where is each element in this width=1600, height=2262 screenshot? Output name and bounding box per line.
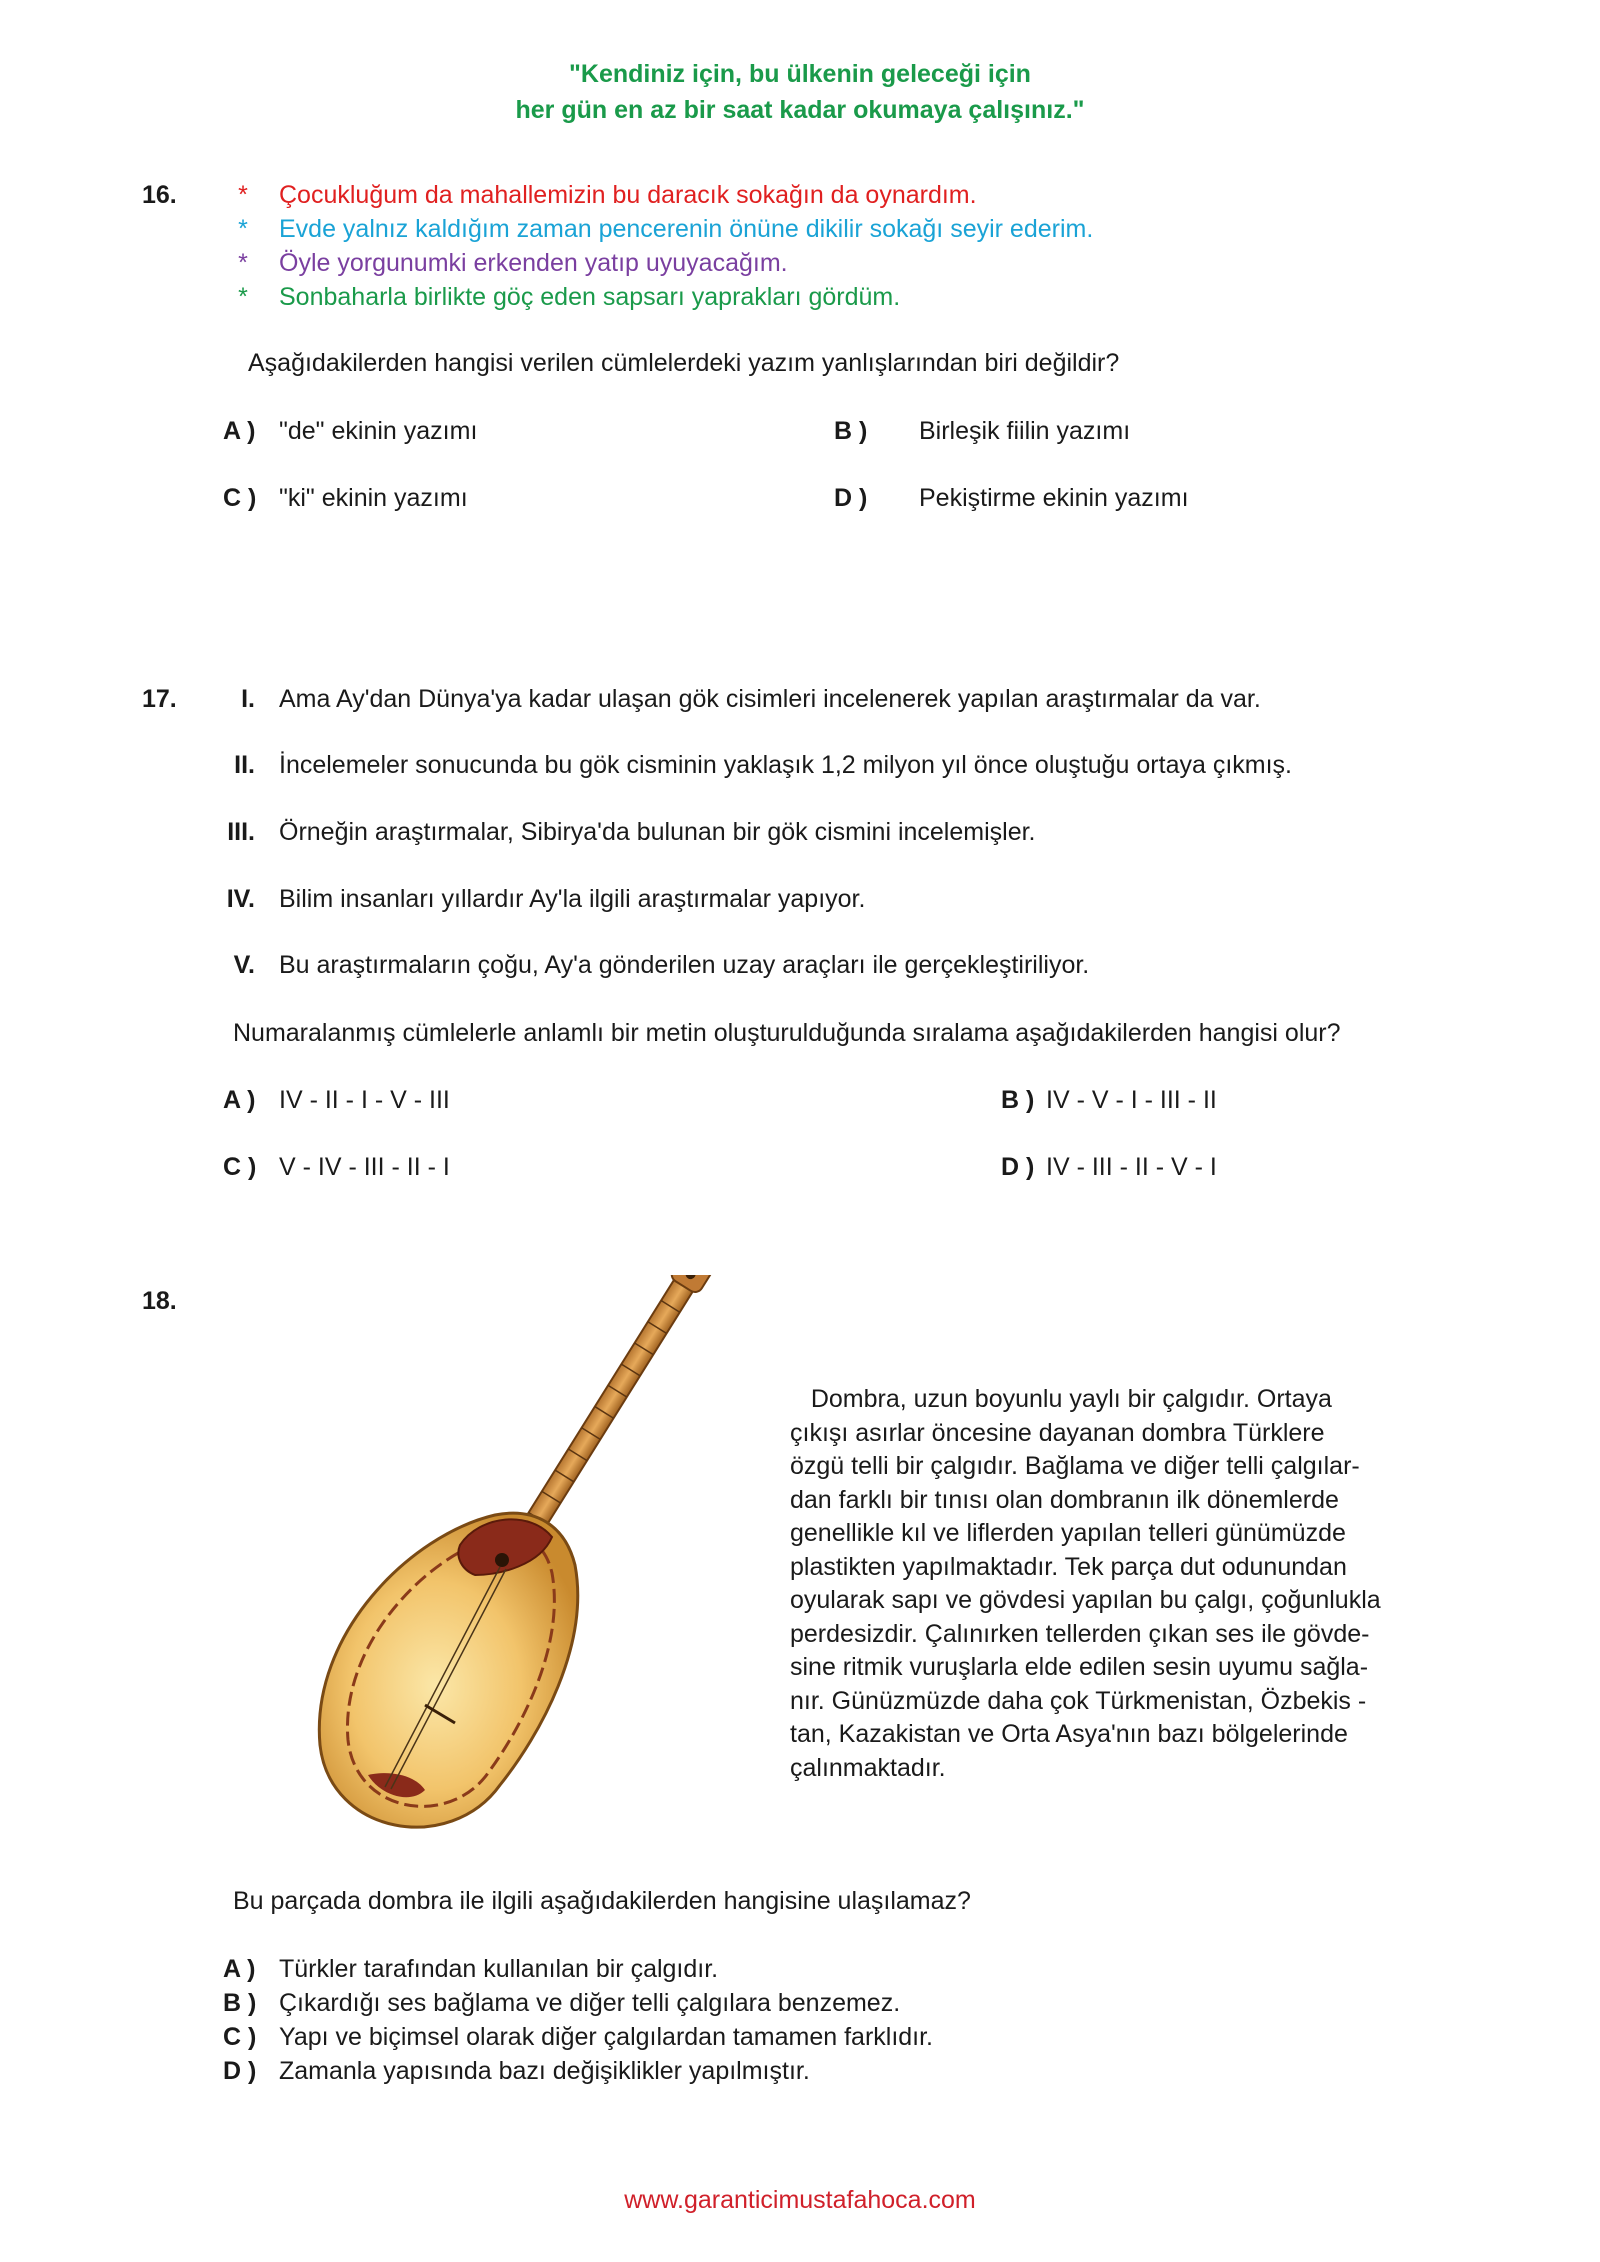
paragraph-line: oyularak sapı ve gövdesi yapılan bu çalgı, çoğunlukla	[790, 1586, 1381, 1614]
q17-sentence-2: İncelemeler sonucunda bu gök cisminin yaklaşık 1,2 milyon yıl önce oluştuğu ortaya çıkmış.	[279, 751, 1292, 779]
q18-option-a-text[interactable]: Türkler tarafından kullanılan bir çalgıdır.	[279, 1955, 719, 1983]
q17-option-a-text[interactable]: IV - II - I - V - III	[279, 1086, 450, 1114]
q17-sentence-3: Örneğin araştırmalar, Sibirya'da bulunan bir gök cismini incelemişler.	[279, 818, 1036, 846]
q18-option-c-text[interactable]: Yapı ve biçimsel olarak diğer çalgılardan tamamen farklıdır.	[279, 2023, 934, 2051]
q16-option-c-text[interactable]: "ki" ekinin yazımı	[279, 484, 468, 512]
q17-option-a-label[interactable]: A )	[223, 1086, 256, 1114]
q17-option-d-text[interactable]: IV - III - II - V - I	[1046, 1153, 1217, 1181]
q17-sentence-1: Ama Ay'dan Dünya'ya kadar ulaşan gök cisimleri incelenerek yapılan araştırmalar da var.	[279, 685, 1261, 713]
q16-sentence-4: Sonbaharla birlikte göç eden sapsarı yaprakları gördüm.	[279, 283, 901, 311]
roman-numeral-3: III.	[227, 818, 255, 846]
motto-line-1: "Kendiniz için, bu ülkenin geleceği için	[569, 60, 1031, 88]
roman-numeral-1: I.	[241, 685, 255, 713]
motto-line-2: her gün en az bir saat kadar okumaya çalışınız."	[515, 96, 1085, 124]
q17-sentence-4: Bilim insanları yıllardır Ay'la ilgili araştırmalar yapıyor.	[279, 885, 866, 913]
q18-option-d-label[interactable]: D )	[223, 2057, 257, 2085]
paragraph-line: sine ritmik vuruşlarla elde edilen sesin uyumu sağla-	[790, 1653, 1369, 1681]
q16-option-a-label[interactable]: A )	[223, 417, 256, 445]
paragraph-line: tan, Kazakistan ve Orta Asya'nın bazı bölgelerinde	[790, 1720, 1348, 1748]
q17-option-b-text[interactable]: IV - V - I - III - II	[1046, 1086, 1217, 1114]
q17-sentence-5: Bu araştırmaların çoğu, Ay'a gönderilen uzay araçları ile gerçekleştiriliyor.	[279, 951, 1090, 979]
q18-option-c-label[interactable]: C )	[223, 2023, 257, 2051]
dombra-illustration-icon	[290, 1275, 740, 1855]
q16-option-d-text[interactable]: Pekiştirme ekinin yazımı	[919, 484, 1189, 512]
q16-sentence-1: Çocukluğum da mahallemizin bu daracık sokağın da oynardım.	[279, 181, 977, 209]
roman-numeral-4: IV.	[226, 885, 255, 913]
paragraph-line: Dombra, uzun boyunlu yaylı bir çalgıdır. Ortaya	[790, 1385, 1332, 1413]
q16-option-d-label[interactable]: D )	[834, 484, 868, 512]
dombra-paragraph	[790, 1383, 1430, 1785]
bullet-star: *	[238, 215, 248, 243]
q16-question-stem: Aşağıdakilerden hangisi verilen cümlelerdeki yazım yanlışlarından biri değildir?	[248, 349, 1120, 377]
q16-sentence-3: Öyle yorgunumki erkenden yatıp uyuyacağım.	[279, 249, 788, 277]
paragraph-line: özgü telli bir çalgıdır. Bağlama ve diğer telli çalgılar-	[790, 1452, 1360, 1480]
paragraph-line: nır. Günüzmüzde daha çok Türkmenistan, Özbekis -	[790, 1686, 1367, 1715]
q17-option-c-label[interactable]: C )	[223, 1153, 257, 1181]
q17-option-c-text[interactable]: V - IV - III - II - I	[279, 1153, 450, 1181]
q17-question-stem: Numaralanmış cümlelerle anlamlı bir metin oluşturulduğunda sıralama aşağıdakilerden hangisi olur?	[233, 1019, 1341, 1047]
q16-option-a-text[interactable]: "de" ekinin yazımı	[279, 417, 478, 445]
footer-url-link[interactable]: www.garanticimustafahoca.com	[624, 2186, 976, 2214]
q17-option-d-label[interactable]: D )	[1001, 1153, 1035, 1181]
q18-option-b-label[interactable]: B )	[223, 1989, 257, 2017]
paragraph-line: genellikle kıl ve liflerden yapılan telleri günümüzde	[790, 1519, 1346, 1547]
roman-numeral-5: V.	[233, 951, 255, 979]
bullet-star: *	[238, 181, 248, 209]
paragraph-line: dan farklı bir tınısı olan dombranın ilk dönemlerde	[790, 1485, 1339, 1514]
bullet-star: *	[238, 249, 248, 277]
q18-option-d-text[interactable]: Zamanla yapısında bazı değişiklikler yapılmıştır.	[279, 2057, 810, 2085]
paragraph-line: plastikten yapılmaktadır. Tek parça dut odunundan	[790, 1552, 1347, 1581]
q17-option-b-label[interactable]: B )	[1001, 1086, 1035, 1114]
q18-option-b-text[interactable]: Çıkardığı ses bağlama ve diğer telli çalgılara benzemez.	[279, 1989, 901, 2017]
q16-option-b-label[interactable]: B )	[834, 417, 868, 445]
paragraph-line: perdesizdir. Çalınırken tellerden çıkan ses ile gövde-	[790, 1619, 1370, 1648]
q18-option-a-label[interactable]: A )	[223, 1955, 256, 1983]
q16-option-b-text[interactable]: Birleşik fiilin yazımı	[919, 417, 1131, 445]
paragraph-line: çalınmaktadır.	[790, 1753, 946, 1782]
question-18-number: 18.	[142, 1287, 177, 1315]
bullet-star: *	[238, 283, 248, 311]
q16-option-c-label[interactable]: C )	[223, 484, 257, 512]
question-17-number: 17.	[142, 685, 177, 713]
q16-sentence-2: Evde yalnız kaldığım zaman pencerenin önüne dikilir sokağı seyir ederim.	[279, 215, 1094, 243]
question-16-number: 16.	[142, 181, 177, 209]
paragraph-line: çıkışı asırlar öncesine dayanan dombra Türklere	[790, 1418, 1325, 1447]
q18-question-stem: Bu parçada dombra ile ilgili aşağıdakilerden hangisine ulaşılamaz?	[233, 1887, 971, 1915]
roman-numeral-2: II.	[234, 751, 255, 779]
